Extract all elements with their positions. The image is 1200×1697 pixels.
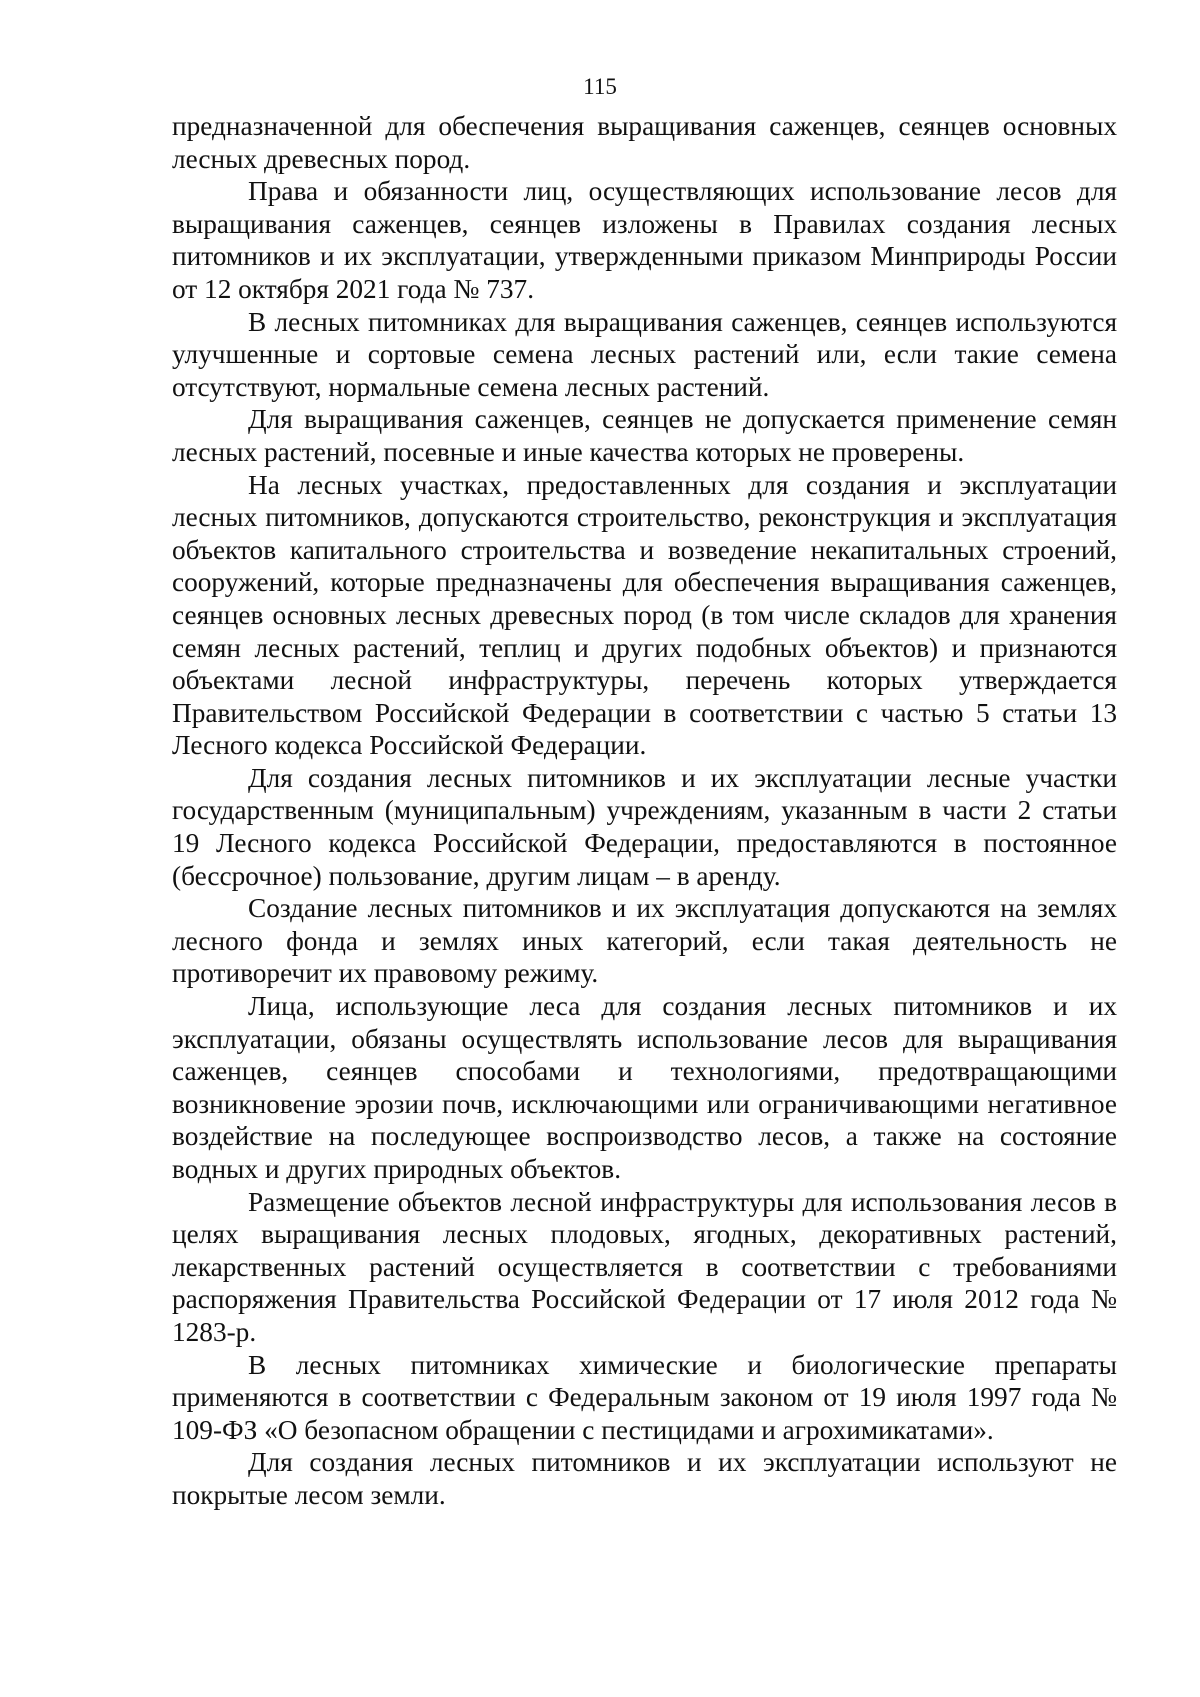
paragraph-unforested-land: Для создания лесных питомников и их эксплуатации используют не покрытые лесом земли. <box>172 1447 1117 1510</box>
document-body <box>172 110 1117 1512</box>
paragraph-unchecked-seeds: Для выращивания саженцев, сеянцев не допускается применение семян лесных растений, посевные и иные качества которых не проверены. <box>172 404 1117 467</box>
page-number: 115 <box>583 74 617 99</box>
paragraph-continuation: предназначенной для обеспечения выращивания саженцев, сеянцев основных лесных древесных пород. <box>172 111 1117 174</box>
paragraph-land-categories: Создание лесных питомников и их эксплуатация допускаются на землях лесного фонда и землях иных категорий, если такая деятельность не противоречит их правовому режиму. <box>172 893 1117 989</box>
paragraph-infrastructure-construction: На лесных участках, предоставленных для создания и эксплуатации лесных питомников, допускаются строительство, реконструкция и эксплуатация объектов капитального строительства и возведение некапитальных строений, сооружений, которые предназначены для обеспечения выращивания саженцев, сеянцев основных лесных древесных пород (в том числе складов для хранения семян лесных растений, теплиц и других подобных объектов) и признаются объектами лесной инфраструктуры, перечень которых утверждается Правительством Российской Федерации в соответствии с частью 5 статьи 13 Лесного кодекса Российской Федерации. <box>172 469 1117 761</box>
paragraph-user-obligations: Лица, использующие леса для создания лесных питомников и их эксплуатации, обязаны осуществлять использование лесов для выращивания саженцев, сеянцев способами и технологиями, предотвращающими возникновение эрозии почв, исключающими или ограничивающими негативное воздействие на последующее воспроизводство лесов, а также на состояние водных и других природных объектов. <box>172 991 1117 1184</box>
paragraph-seeds-used: В лесных питомниках для выращивания саженцев, сеянцев используются улучшенные и сортовые семена лесных растений или, если такие семена отсутствуют, нормальные семена лесных растений. <box>172 306 1117 402</box>
paragraph-chemicals: В лесных питомниках химические и биологические препараты применяются в соответствии с Федеральным законом от 19 июля 1997 года № 109-ФЗ «О безопасном обращении с пестицидами и агрохимикатами». <box>172 1349 1117 1445</box>
paragraph-land-provision: Для создания лесных питомников и их эксплуатации лесные участки государственным (муниципальным) учреждениям, указанным в части 2 статьи 19 Лесного кодекса Российской Федерации, предоставляются в постоянное (бессрочное) пользование, другим лицам – в аренду. <box>172 762 1117 891</box>
paragraph-infrastructure-placement: Размещение объектов лесной инфраструктуры для использования лесов в целях выращивания лесных плодовых, ягодных, декоративных растений, лекарственных растений осуществляется в соответствии с требованиями распоряжения Правительства Российской Федерации от 17 июля 2012 года № 1283-р. <box>172 1186 1117 1347</box>
paragraph-rights-obligations: Права и обязанности лиц, осуществляющих использование лесов для выращивания саженцев, сеянцев изложены в Правилах создания лесных питомников и их эксплуатации, утвержденными приказом Минприроды России от 12 октября 2021 года № 737. <box>172 176 1117 304</box>
